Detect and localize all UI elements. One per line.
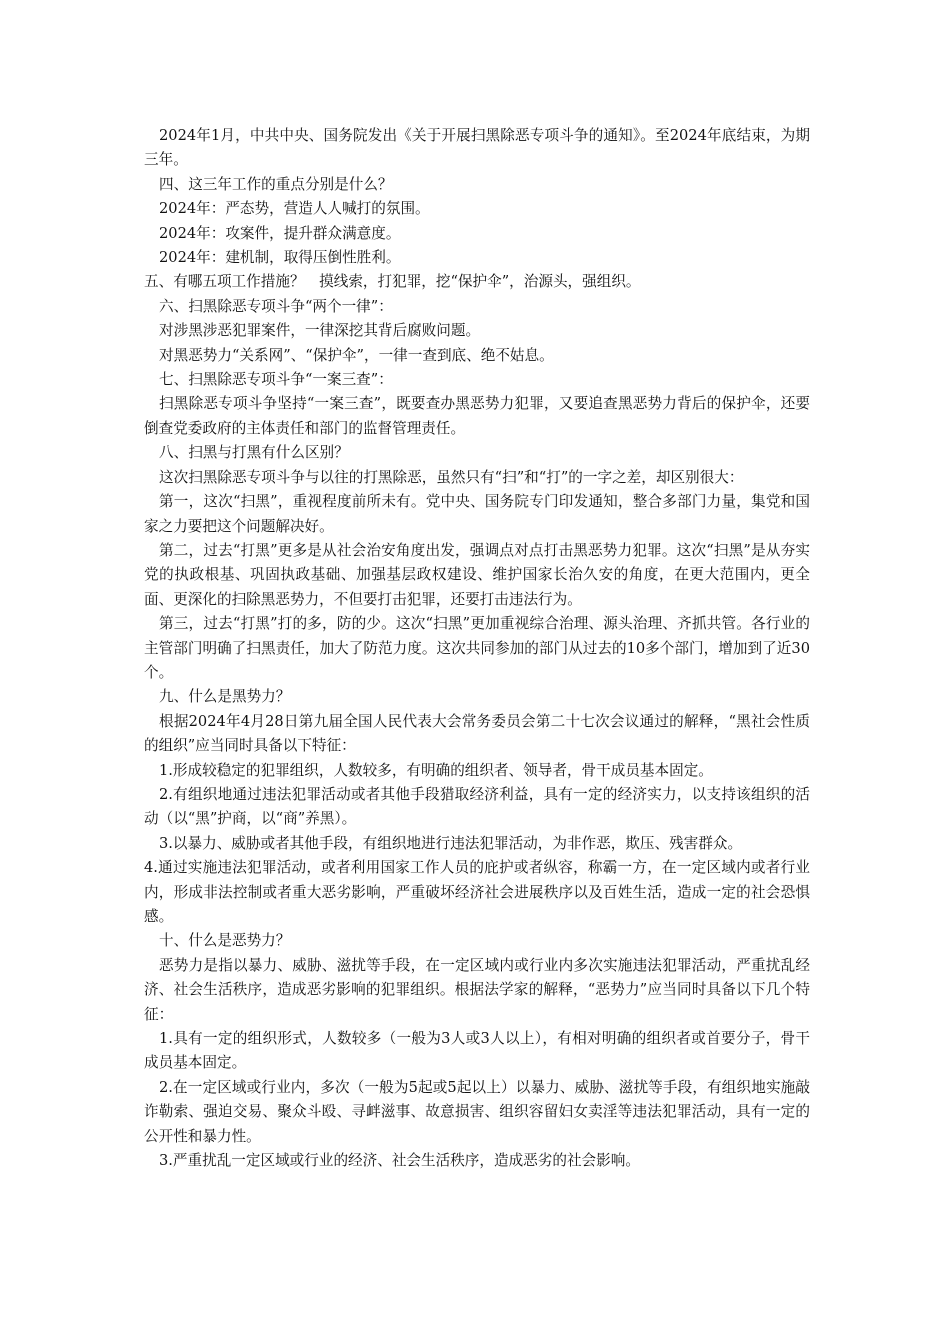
section-heading: 七、扫黑除恶专项斗争“一案三查”： — [159, 371, 393, 389]
list-item: 4.通过实施违法犯罪活动，或者利用国家工作人员的庇护或者纵容，称霸一方，在一定区域内或者行业内，形成非法控制或者重大恶劣影响，严重破坏经济社会进展秩序以及百姓生活，造成一定的社会恐惧感。 — [144, 859, 810, 925]
list-item: 3.严重扰乱一定区域或行业的经济、社会生活秩序，造成恶劣的社会影响。 — [159, 1152, 640, 1170]
paragraph: 第二，过去“打黑”更多是从社会治安角度出发，强调点对点打击黑恶势力犯罪。这次“扫黑”是从夯实党的执政根基、巩固执政基础、加强基层政权建设、维护国家长治久安的角度，在更大范围内，更全面、更深化的扫除黑恶势力，不但要打击犯罪，还要打击违法行为。 — [144, 541, 810, 608]
paragraph: 2024年：严态势，营造人人喊打的氛围。 — [159, 200, 430, 218]
paragraph: 根据2024年4月28日第九届全国人民代表大会常务委员会第二十七次会议通过的解释，“黑社会性质的组织”应当同时具备以下特征： — [144, 712, 810, 755]
list-item: 2.在一定区域或行业内，多次（一般为5起或5起以上）以暴力、威胁、滋扰等手段，有组织地实施敲诈勒索、强迫交易、聚众斗殴、寻衅滋事、故意损害、组织容留妇女卖淫等违法犯罪活动，具有一定的公开性和暴力性。 — [144, 1078, 810, 1145]
paragraph: 扫黑除恶专项斗争坚持“一案三查”，既要查办黑恶势力犯罪，又要追查黑恶势力背后的保护伞，还要倒查党委政府的主体责任和部门的监督管理责任。 — [144, 395, 810, 437]
section-heading: 八、扫黑与打黑有什么区别？ — [159, 444, 349, 462]
paragraph: 第一，这次“扫黑”，重视程度前所未有。党中央、国务院专门印发通知，整合多部门力量，集党和国家之力要把这个问题解决好。 — [144, 493, 810, 535]
paragraph: 2024年1月，中共中央、国务院发出《关于开展扫黑除恶专项斗争的通知》。至2024年底结束，为期三年。 — [144, 127, 810, 169]
list-item: 2.有组织地通过违法犯罪活动或者其他手段猎取经济利益，具有一定的经济实力，以支持该组织的活动（以“黑”护商，以“商”养黑）。 — [144, 785, 810, 828]
paragraph: 2024年：攻案件，提升群众满意度。 — [159, 224, 401, 242]
section-heading: 五、有哪五项工作措施？ 摸线索，打犯罪，挖“保护伞”，治源头，强组织。 — [144, 273, 641, 291]
list-item: 1.形成较稳定的犯罪组织，人数较多，有明确的组织者、领导者，骨干成员基本固定。 — [159, 761, 713, 779]
section-heading: 四、这三年工作的重点分别是什么？ — [159, 175, 393, 193]
list-item: 1.具有一定的组织形式，人数较多（一般为3人或3人以上），有相对明确的组织者或首要分子，骨干成员基本固定。 — [144, 1030, 810, 1072]
paragraph: 第三，过去“打黑”打的多，防的少。这次“扫黑”更加重视综合治理、源头治理、齐抓共管。各行业的主管部门明确了扫黑责任，加大了防范力度。这次共同参加的部门从过去的10多个部门，增加到了近30个。 — [144, 615, 810, 681]
section-heading: 十、什么是恶势力？ — [159, 932, 291, 950]
document-body — [144, 124, 810, 1173]
paragraph: 这次扫黑除恶专项斗争与以往的打黑除恶，虽然只有“扫”和“打”的一字之差，却区别很大： — [159, 468, 744, 486]
paragraph: 对涉黑涉恶犯罪案件，一律深挖其背后腐败问题。 — [159, 322, 481, 340]
paragraph: 对黑恶势力“关系网”、“保护伞”，一律一查到底、绝不姑息。 — [159, 346, 554, 364]
paragraph: 恶势力是指以暴力、威胁、滋扰等手段，在一定区域内或行业内多次实施违法犯罪活动，严重扰乱经济、社会生活秩序，造成恶劣影响的犯罪组织。根据法学家的解释，“恶势力”应当同时具备以下几个特征： — [144, 956, 810, 1023]
paragraph: 2024年：建机制，取得压倒性胜利。 — [159, 249, 401, 267]
list-item: 3.以暴力、威胁或者其他手段，有组织地进行违法犯罪活动，为非作恶，欺压、残害群众。 — [159, 834, 743, 852]
section-heading: 六、扫黑除恶专项斗争“两个一律”： — [159, 297, 393, 315]
section-heading: 九、什么是黑势力？ — [159, 688, 291, 706]
